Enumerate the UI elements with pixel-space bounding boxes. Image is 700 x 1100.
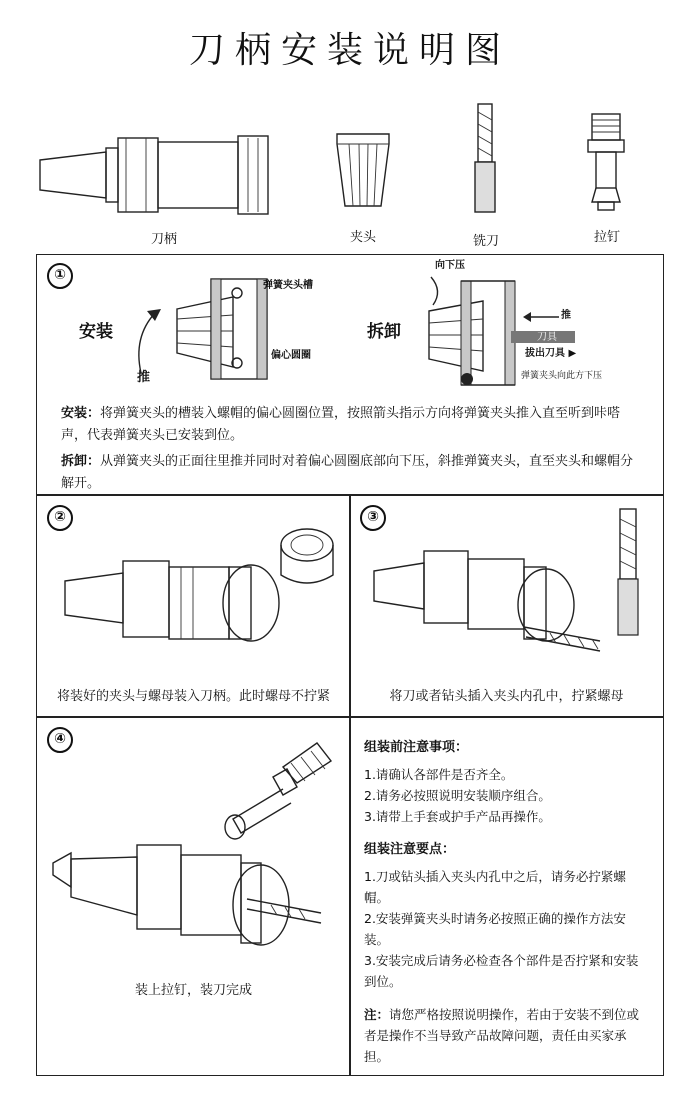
part-label-stud: 拉钉 [593, 230, 620, 245]
notes-panel [349, 716, 664, 1076]
install-instructions [61, 403, 641, 447]
step2-number: ② [47, 505, 73, 531]
part-label-mill: 铣刀 [472, 234, 499, 249]
step4-caption: 装上拉钉，装刀完成 [134, 983, 252, 998]
point-item: 3.安装完成后请务必检查各个部件是否拧紧和安装到位。 [364, 953, 639, 989]
part-label-collet: 夹头 [349, 230, 376, 245]
cutter-label: 刀具 [537, 332, 557, 343]
push-label: 推 [137, 370, 151, 385]
assembly-points-heading: 组装注意要点： [364, 842, 456, 857]
install-label: 安装 [79, 322, 113, 342]
note-heading: 注： [364, 1007, 390, 1022]
step2-diagram [61, 515, 341, 665]
page-title: 刀柄安装说明图 [188, 30, 511, 71]
point-item: 1.刀或钻头插入夹头内孔中之后，请务必拧紧螺帽。 [364, 869, 626, 905]
curved-arrow-icon [127, 307, 167, 377]
step2-caption: 将装好的夹头与螺母装入刀柄。此时螺母不拧紧 [56, 689, 330, 704]
arrow-left-icon [523, 311, 559, 323]
step1-number: ① [47, 263, 73, 289]
install-heading: 安装： [61, 406, 101, 421]
pre-assembly-heading: 组装前注意事项： [364, 740, 469, 755]
step4-diagram [51, 827, 341, 977]
point-item: 2.安装弹簧夹头时请务必按照正确的操作方法安装。 [364, 911, 626, 947]
remove-diagram [421, 275, 521, 390]
collet-icon [333, 130, 393, 210]
pull-out-label: 拔出刀具 ▶ [525, 348, 577, 359]
press-down-label: 向下压 [435, 260, 465, 271]
note-paragraph [364, 1004, 650, 1067]
pre-item: 1.请确认各部件是否齐全。 [364, 767, 514, 782]
pre-item: 3.请带上手套或护手产品再操作。 [364, 809, 551, 824]
step3-diagram [370, 505, 660, 675]
push-label-2: 推 [561, 310, 571, 321]
step2-panel [36, 494, 351, 718]
step3-caption: 将刀或者钻头插入夹头内孔中，拧紧螺母 [389, 689, 624, 704]
step4-panel [36, 716, 351, 1076]
step3-number: ③ [360, 505, 386, 531]
collet-down-label: 弹簧夹头向此方下压 [521, 371, 603, 381]
pull-stud-icon [584, 112, 628, 212]
install-text: 将弹簧夹头的槽装入螺帽的偏心圆圈位置，按照箭头指示方向将弹簧夹头推入直至听到咔嗒声，代表弹簧夹头已安装到位。 [61, 406, 621, 443]
eccentric-label: 偏心圆圈 [271, 350, 311, 361]
notes-content [364, 737, 650, 1067]
remove-label: 拆卸 [367, 322, 401, 342]
remove-instructions [61, 451, 641, 495]
remove-text: 从弹簧夹头的正面往里推并同时对着偏心圆圈底部向下压，斜推弹簧夹头，直至夹头和螺帽分解开。 [61, 454, 634, 491]
remove-heading: 拆卸： [61, 454, 101, 469]
groove-label: 弹簧夹头槽 [263, 280, 313, 291]
step4-number: ④ [47, 727, 73, 753]
part-label-holder: 刀柄 [150, 232, 177, 247]
step1-panel [36, 254, 664, 496]
end-mill-icon [470, 100, 500, 215]
note-text: 请您严格按照说明操作，若由于安装不到位或者是操作不当导致产品故障问题，责任由买家承担。 [364, 1007, 640, 1064]
pre-item: 2.请务必按照说明安装顺序组合。 [364, 788, 551, 803]
tool-holder-icon [36, 130, 276, 225]
step3-panel [349, 494, 664, 718]
